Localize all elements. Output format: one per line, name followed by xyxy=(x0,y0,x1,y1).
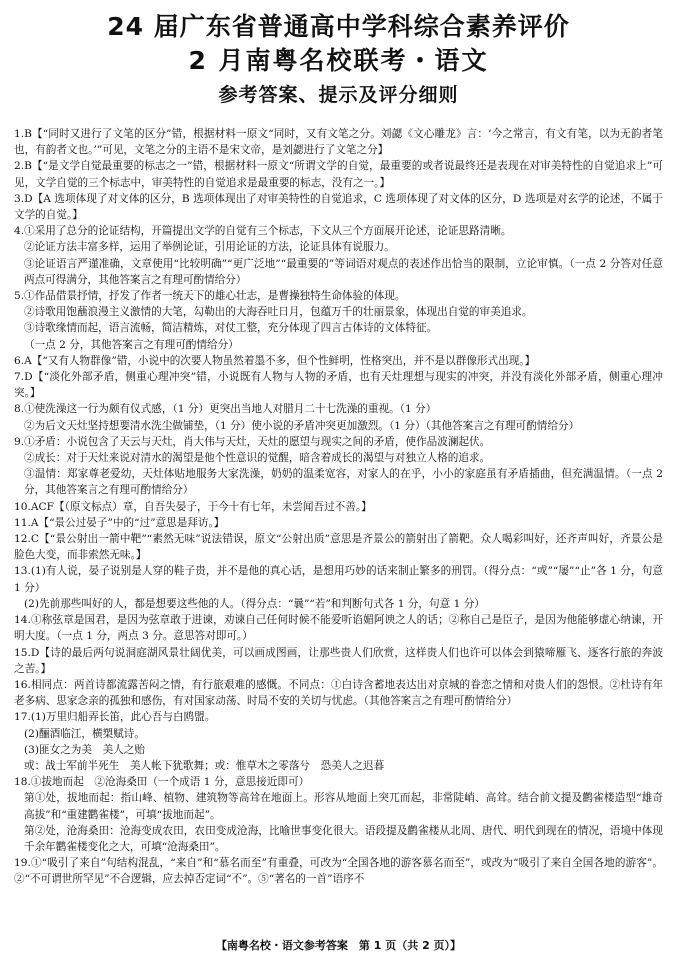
answer-item-17-part-2: (2)酾酒临江，横槊赋诗。 xyxy=(24,727,145,740)
answer-item-18-explanation-1: 第①处，拔地而起：指山峰、植物、建筑物等高耸在地面上。形容从地面上突兀而起，非常陡峭、高耸。结合前文提及鹳雀楼造型“雄奇高拔”和“重建鹳雀楼”，可填“拔地而起”。 xyxy=(24,792,663,821)
answer-item-3: 3.D【A 选项体现了对文体的区分，B 选项体现出了对审美特性的自觉追求，C 选项体现了对文体的区分，D 选项是对玄学的论述，不属于文学的自觉。】 xyxy=(14,192,663,222)
answer-item-5-scoring: （一点 2 分，其他答案言之有理可酌情给分） xyxy=(24,338,239,351)
answer-item-17: 17.(1)万里归船弄长笛，此心吾与白鸥盟。 xyxy=(14,711,216,724)
answer-item-17-alternatives: 或：战士军前半死生 美人帐下犹歌舞；或：惟草木之零落兮 恐美人之迟暮 xyxy=(24,759,385,772)
answer-item-2: 2.B【“是文学自觉最重要的标志之一”错，根据材料一原文“所谓文学的自觉，最重要的或者说最终还是表现在对审美特性的自觉追求上”可见，文学自觉的三个标志中，审美特性的自觉追求是最重要的标志，没有之一。】 xyxy=(14,160,663,189)
answer-item-16: 16.相同点：两首诗都流露苦闷之情，有行旅艰难的感慨。不同点：①白诗含蓄地表达出对京城的眷恋之情和对贵人们的怨恨。②杜诗有年老多病、思家念亲的孤独和感伤，有对国家动荡、时局不安的关切与忧虑。（其他答案言之有理可酌情给分） xyxy=(14,678,663,708)
answer-item-6: 6.A【“又有人物群像”错，小说中的次要人物虽然着墨不多，但个性鲜明，性格突出，并不是以群像形式出现。】 xyxy=(14,354,536,367)
answer-item-9-point-2: ②成长：对于天灶来说对清水的渴望是他个性意识的觉醒，暗含着成长的渴望与对独立人格的追求。 xyxy=(24,452,491,465)
answer-item-9: 9.①矛盾：小说包含了天云与天灶，肖大伟与天灶，天灶的愿望与现实之间的矛盾，使作品波澜起伏。 xyxy=(14,435,491,448)
answer-item-5-point-2: ②诗歌用饱蘸浪漫主义激情的大笔，勾勒出的大海吞吐日月，包蕴万千的壮丽景象，体现出自觉的审美追求。 xyxy=(24,306,533,319)
answer-item-4: 4.①采用了总分的论证结构，开篇提出文学的自觉有三个标志，下文从三个方面展开论述，论证思路清晰。 xyxy=(14,225,512,238)
answer-item-19: 19.①“吸引了来自”句结构混乱，“来自”和“慕名而至”有重叠，可改为“全国各地的游客慕名而至”，或改为“吸引了来自全国各地的游客”。②“不可谓世所罕见”不合逻辑，应去掉否定词“不”。⑤“著名的一首”语序不 xyxy=(14,857,663,886)
answer-item-11: 11.A【“景公过晏子”中的“过”意思是拜访。】 xyxy=(14,516,225,529)
answer-item-7: 7.D【“淡化外部矛盾，侧重心理冲突”错，小说既有人物与人物的矛盾，也有天灶理想与现实的冲突，并没有淡化外部矛盾，侧重心理冲突。】 xyxy=(14,371,663,400)
document-header xyxy=(14,10,663,110)
answer-list xyxy=(14,126,663,888)
answer-item-13-part-2: (2)先前那些叫好的人，都是想要这些他的人。（得分点：“曩”“若”和判断句式各 1 分，句意 1 分） xyxy=(24,597,485,610)
document-title-line1: 24 届广东省普通高中学科综合素养评价 xyxy=(107,12,570,41)
answer-item-5-point-3: ③诗歌缘情而起，语言流畅，简洁精炼，对仗工整，充分体现了四言古体诗的文体特征。 xyxy=(24,322,438,335)
page-footer: 【南粤名校・语文参考答案 第 1 页（共 2 页）】 xyxy=(215,939,462,952)
answer-item-4-point-3: ③论证语言严谨准确，文章使用“比较明确”“更广泛地”“最重要的”等词语对观点的表述作出恰当的限制，立论审慎。（一点 2 分答对任意两点可得满分，其他答案言之有理可酌情给分） xyxy=(24,257,663,286)
answer-item-12: 12.C【“景公射出一箭中靶”“素然无味”说法错误，原文“公射出质”意思是齐景公的箭射出了箭靶。众人喝彩叫好，还齐声叫好，齐景公是脸色大变，而非索然无味。】 xyxy=(14,533,663,562)
answer-item-18-explanation-2: 第②处，沧海桑田：沧海变成农田，农田变成沧海，比喻世事变化很大。语段提及鹳雀楼从北周、唐代、明代到现在的情况，语境中体现千余年鹳雀楼变化之大，可填“沧海桑田”。 xyxy=(24,824,663,853)
answer-item-9-point-3: ③温情：郑家尊老爱幼，天灶体贴地服务大家洗澡，奶奶的温柔宽容，对家人的在乎，小小的家庭虽有矛盾插曲，但充满温情。（一点 2 分，其他答案言之有理可酌情给分） xyxy=(24,468,663,497)
document-subtitle: 参考答案、提示及评分细则 xyxy=(218,84,459,106)
answer-item-1: 1.B【“同时又进行了文笔的区分”错，根据材料一原文“同时，又有文笔之分。刘勰《文心雕龙》言：‘今之常言，有文有笔，以为无韵者笔也，有韵者文也。’”可见，文笔之分的主语不是宋文帝，是刘勰进行了文笔之分】 xyxy=(14,128,663,157)
answer-item-15: 15.D【诗的最后两句说洞庭湖风景壮阔优美，可以画成图画，让那些贵人们欣赏，这样贵人们也许可以体会到猿啼雁飞、逐客行旅的奔波之苦。】 xyxy=(14,646,663,675)
answer-item-14: 14.①称弦章是国君，是因为弦章敢于进谏，劝谏自己任何时候不能爱听谄媚阿谀之人的话；②称自己是臣子，是因为他能够虚心纳谏，开明大度。（一点 1 分，两点 3 分。意思答对即可。） xyxy=(14,614,663,643)
answer-item-10: 10.ACF【（原文标点）章，自吾失晏子，于今十有七年，未尝闻吾过不善。】 xyxy=(14,500,372,513)
answer-item-18: 18.①拔地而起 ②沧海桑田（一个成语 1 分，意思接近即可） xyxy=(14,776,310,789)
answer-item-8: 8.①使洗澡这一行为颇有仪式感，（1 分）更突出当地人对腊月二十七洗澡的重视。（1 分） xyxy=(14,403,437,416)
answer-item-5: 5.①作品借景抒情，抒发了作者一统天下的雄心壮志，是曹操独特生命体验的体现。 xyxy=(14,290,406,303)
document-title-line2: 2 月南粤名校联考・语文 xyxy=(188,46,489,75)
answer-item-8-point-2: ②为后文天灶坚持想要清水洗尘做铺垫，（1 分）使小说的矛盾冲突更加激烈。（1 分）（其他答案言之有理可酌情给分） xyxy=(24,419,580,432)
answer-item-13: 13.(1)有人说，晏子说别是人穿的鞋子贵，并不是他的真心话，是想用巧妙的话来制止繁多的刑罚。（得分点：“或”“屡”“止”各 1 分，句意 1 分） xyxy=(14,565,663,594)
answer-item-17-part-3: (3)匪女之为美 美人之贻 xyxy=(24,743,145,756)
answer-item-4-point-2: ②论证方法丰富多样，运用了举例论证，引用论证的方法，论证具体有说服力。 xyxy=(24,241,395,254)
